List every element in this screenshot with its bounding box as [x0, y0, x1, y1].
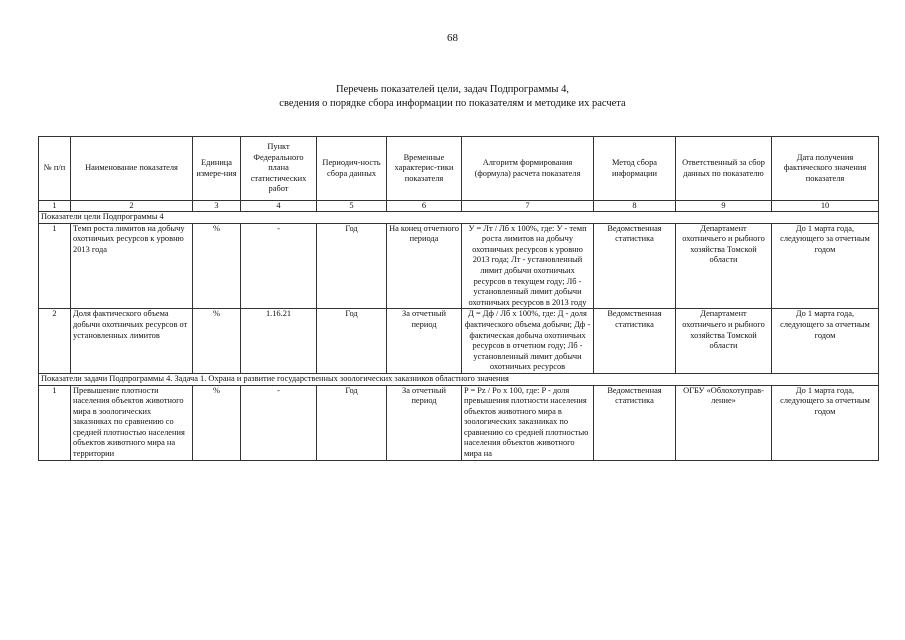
header-cell: Дата получения фактического значения показателя — [772, 137, 879, 201]
plan-item: - — [241, 223, 317, 309]
indicators-table — [38, 136, 879, 461]
periodicity: Год — [317, 309, 387, 374]
formula: P = Pz / Po x 100, где: P - доля превышения плотности населения объектов животного мира в зоологических заказниках по сравнению со средней плотностью населения объектов животного мира на — [462, 385, 594, 460]
time-characteristic: За отчетный период — [387, 385, 462, 460]
indicator-name: Доля фактического объема добычи охотничьих ресурсов от установленных лимитов — [71, 309, 193, 374]
time-characteristic: За отчетный период — [387, 309, 462, 374]
column-number: 2 — [71, 201, 193, 212]
column-number: 1 — [39, 201, 71, 212]
unit: % — [193, 385, 241, 460]
collection-method: Ведомственная статистика — [594, 385, 676, 460]
collection-method: Ведомственная статистика — [594, 309, 676, 374]
periodicity: Год — [317, 223, 387, 309]
column-number: 5 — [317, 201, 387, 212]
indicator-name: Темп роста лимитов на добычу охотничьих ресурсов к уровню 2013 года — [71, 223, 193, 309]
formula: Д = Дф / Лб х 100%, где: Д - доля фактического объема добычи; Дф - фактическая добыча охотничьих ресурсов в отчетном году; Лб - установленный лимит добычи охотничьих ресурсов — [462, 309, 594, 374]
unit: % — [193, 223, 241, 309]
header-cell: Наименование показателя — [71, 137, 193, 201]
table-row — [39, 385, 879, 460]
column-number: 6 — [387, 201, 462, 212]
column-number-row — [39, 201, 879, 212]
section-heading: Показатели задачи Подпрограммы 4. Задача 1. Охрана и развитие государственных зоологических заказников областного значения — [39, 373, 879, 385]
responsible: Департамент охотничьего и рыбного хозяйства Томской области — [676, 223, 772, 309]
table-row — [39, 223, 879, 309]
section-row — [39, 373, 879, 385]
header-cell: Ответственный за сбор данных по показателю — [676, 137, 772, 201]
time-characteristic: На конец отчетного периода — [387, 223, 462, 309]
periodicity: Год — [317, 385, 387, 460]
plan-item: - — [241, 385, 317, 460]
header-cell: Пункт Федерального плана статистических работ — [241, 137, 317, 201]
row-number: 1 — [39, 223, 71, 309]
column-number: 8 — [594, 201, 676, 212]
date: До 1 марта года, следующего за отчетным годом — [772, 223, 879, 309]
section-row — [39, 212, 879, 224]
header-cell: Единица измере-ния — [193, 137, 241, 201]
formula: У = Лт / Лб х 100%, где: У - темп роста лимитов на добычу охотничьих ресурсов к уровню 2013 года; Лт - установленный лимит добычи охотничьих ресурсов в текущем году; Лб - установленный лимит добычи охотничьих ресурсов в 2013 году — [462, 223, 594, 309]
header-cell: Алгоритм формирования (формула) расчета показателя — [462, 137, 594, 201]
header-row — [39, 137, 879, 201]
column-number: 9 — [676, 201, 772, 212]
header-cell: Метод сбора информации — [594, 137, 676, 201]
page-number: 68 — [447, 32, 458, 44]
date: До 1 марта года, следующего за отчетным годом — [772, 309, 879, 374]
responsible: Департамент охотничьего и рыбного хозяйства Томской области — [676, 309, 772, 374]
date: До 1 марта года, следующего за отчетным годом — [772, 385, 879, 460]
column-number: 4 — [241, 201, 317, 212]
document-title — [0, 83, 905, 111]
row-number: 1 — [39, 385, 71, 460]
responsible: ОГБУ «Облохотуправ-ление» — [676, 385, 772, 460]
column-number: 10 — [772, 201, 879, 212]
plan-item: 1.16.21 — [241, 309, 317, 374]
column-number: 7 — [462, 201, 594, 212]
section-heading: Показатели цели Подпрограммы 4 — [39, 212, 879, 224]
title-line-2: сведения о порядке сбора информации по показателям и методике их расчета — [279, 98, 626, 109]
collection-method: Ведомственная статистика — [594, 223, 676, 309]
header-cell: № п/п — [39, 137, 71, 201]
header-cell: Временные характерис-тики показателя — [387, 137, 462, 201]
indicator-name: Превышение плотности населения объектов животного мира в зоологических заказниках по сравнению со средней плотностью населения объектов животного мира на территории — [71, 385, 193, 460]
unit: % — [193, 309, 241, 374]
column-number: 3 — [193, 201, 241, 212]
title-line-1: Перечень показателей цели, задач Подпрограммы 4, — [335, 84, 569, 95]
table-row — [39, 309, 879, 374]
header-cell: Периодич-ность сбора данных — [317, 137, 387, 201]
row-number: 2 — [39, 309, 71, 374]
